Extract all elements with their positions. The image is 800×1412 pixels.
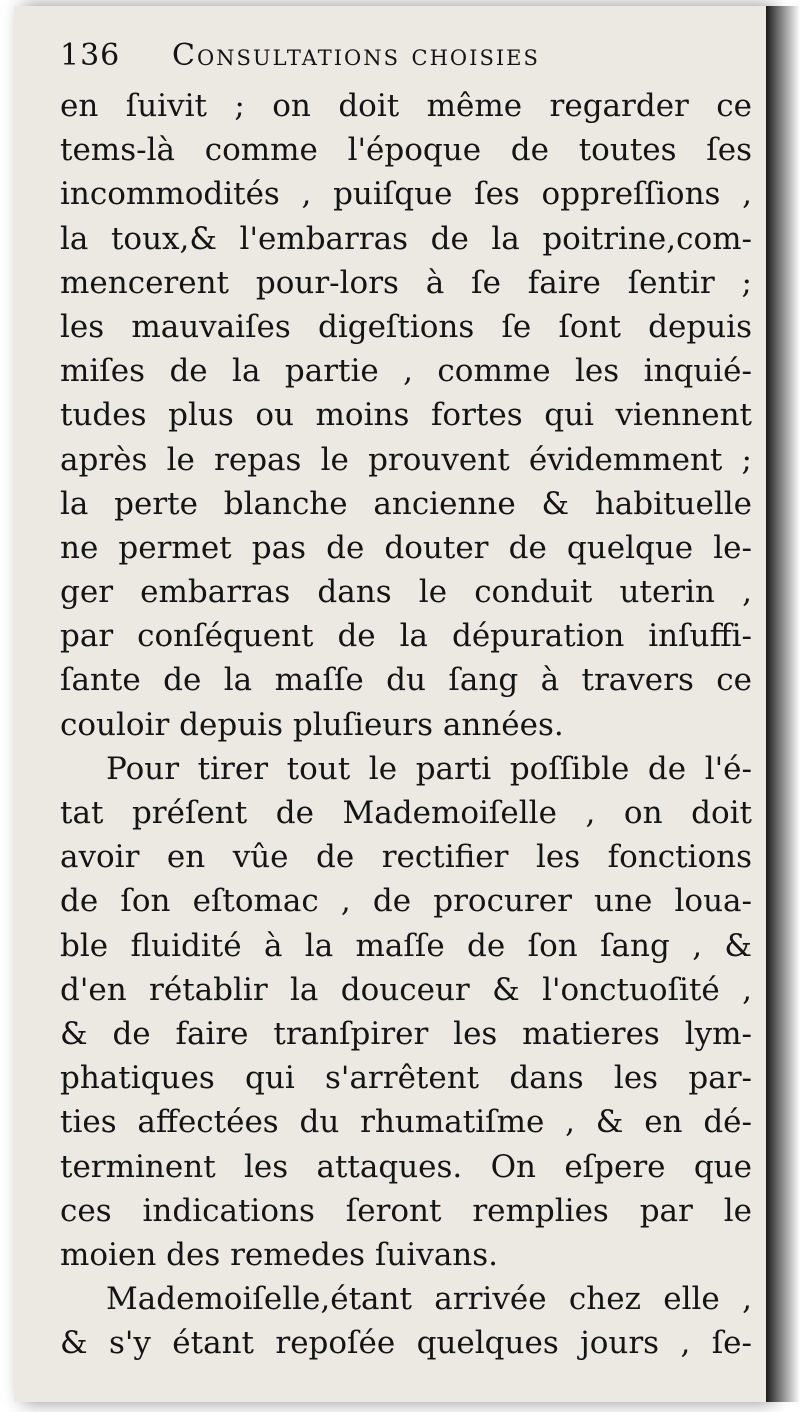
page-number: 136 <box>60 38 121 73</box>
text-line: miſes de la partie , comme les inquié- <box>60 353 752 390</box>
text-line: tems-là comme l'époque de toutes ſes <box>60 132 752 169</box>
paragraph-1 <box>60 84 752 747</box>
text-line: ble fluidité à la maſſe de ſon ſang , & <box>60 927 752 964</box>
running-title: Consultations choisies <box>172 38 540 73</box>
text-line: phatiques qui s'arrêtent dans les par- <box>60 1060 752 1097</box>
text-line: par conſéquent de la dépuration inſuffi- <box>60 618 752 655</box>
text-line: couloir depuis pluſieurs années. <box>60 706 564 743</box>
text-line: & s'y étant repoſée quelques jours , ſe- <box>60 1325 752 1362</box>
text-line: avoir en vûe de rectifier les fonctions <box>60 839 752 876</box>
text-line: ces indications ſeront remplies par le <box>60 1192 752 1229</box>
text-line: & de faire tranſpirer les matieres lym- <box>60 1015 752 1052</box>
text-line: en ſuivit ; on doit même regarder ce <box>60 88 752 124</box>
text-line: ger embarras dans le conduit uterin , <box>60 574 752 611</box>
book-page <box>14 6 766 1402</box>
text-line: la toux,& l'embarras de la poitrine,com- <box>60 220 752 257</box>
text-line: après le repas le prouvent évidemment ; <box>60 441 752 478</box>
text-line: mencerent pour-lors à ſe faire ſentir ; <box>60 264 752 301</box>
text-line: terminent les attaques. On eſpere que <box>60 1148 752 1185</box>
text-line: ties affectées du rhumatiſme , & en dé- <box>60 1104 752 1141</box>
text-line: la perte blanche ancienne & habituelle <box>60 485 752 522</box>
text-line: tudes plus ou moins fortes qui viennent <box>60 397 752 434</box>
text-line: moien des remedes ſuivans. <box>60 1236 499 1273</box>
paragraph-2 <box>60 747 752 1277</box>
page-header <box>60 38 752 84</box>
text-line: ſante de la maſſe du ſang à travers ce <box>60 662 752 699</box>
text-line: d'en rétablir la douceur & l'onctuoſité , <box>60 971 752 1008</box>
text-line: incommodités , puiſque ſes oppreſſions , <box>60 176 752 213</box>
text-line: de ſon eſtomac , de procurer une loua- <box>60 883 752 920</box>
text-line: tat préſent de Mademoiſelle , on doit <box>60 795 752 831</box>
page-text <box>60 38 752 1365</box>
text-line: Pour tirer tout le parti poſſible de l'é- <box>106 750 752 787</box>
text-line: Mademoiſelle,étant arrivée chez elle , <box>106 1281 752 1318</box>
text-line: les mauvaiſes digeſtions ſe ſont depuis <box>60 308 752 345</box>
text-line: ne permet pas de douter de quelque le- <box>60 529 752 566</box>
paragraph-3 <box>60 1277 752 1365</box>
